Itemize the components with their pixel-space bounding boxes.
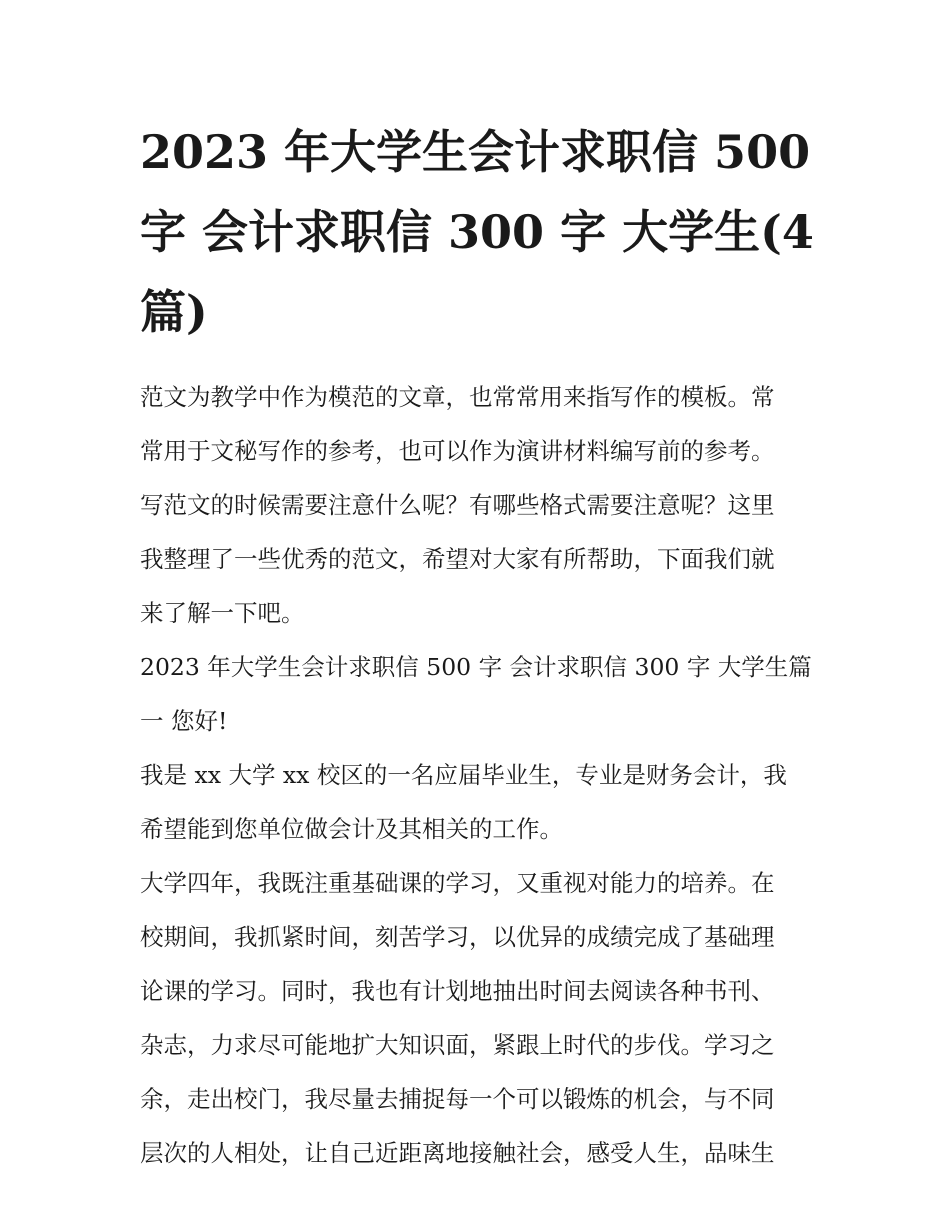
text-line: 希望能到您单位做会计及其相关的工作。 [140,815,563,843]
title-line: 篇) [140,285,208,339]
title-line: 2023 年大学生会计求职信 500 [140,125,811,179]
text-line: 层次的人相处，让自己近距离地接触社会，感受人生，品味生 [140,1139,775,1167]
text-line: 一 您好! [140,707,228,735]
paragraph-university-years [140,856,820,1180]
text-line: 2023 年大学生会计求职信 500 字 会计求职信 300 字 大学生篇 [140,653,812,681]
text-line: 来了解一下吧。 [140,599,305,627]
text-line: 余，走出校门，我尽量去捕捉每一个可以锻炼的机会，与不同 [140,1085,775,1113]
paragraph-section-heading [140,640,820,748]
text-line: 常用于文秘写作的参考，也可以作为演讲材料编写前的参考。 [140,437,775,465]
text-line: 论课的学习。同时，我也有计划地抽出时间去阅读各种书刊、 [140,977,775,1005]
text-line: 我是 xx 大学 xx 校区的一名应届毕业生，专业是财务会计，我 [140,761,787,789]
text-line: 大学四年，我既注重基础课的学习，又重视对能力的培养。在 [140,869,775,897]
text-line: 杂志，力求尽可能地扩大知识面，紧跟上时代的步伐。学习之 [140,1031,775,1059]
document-body [140,370,820,1180]
document-page [140,112,820,1180]
paragraph-introduction-self [140,748,820,856]
paragraph-intro [140,370,820,640]
text-line: 校期间，我抓紧时间，刻苦学习，以优异的成绩完成了基础理 [140,923,775,951]
text-line: 我整理了一些优秀的范文，希望对大家有所帮助，下面我们就 [140,545,775,573]
document-title [140,112,820,352]
title-line: 字 会计求职信 300 字 大学生(4 [140,205,814,259]
text-line: 范文为教学中作为模范的文章，也常常用来指写作的模板。常 [140,383,775,411]
text-line: 写范文的时候需要注意什么呢？有哪些格式需要注意呢？这里 [140,491,775,519]
